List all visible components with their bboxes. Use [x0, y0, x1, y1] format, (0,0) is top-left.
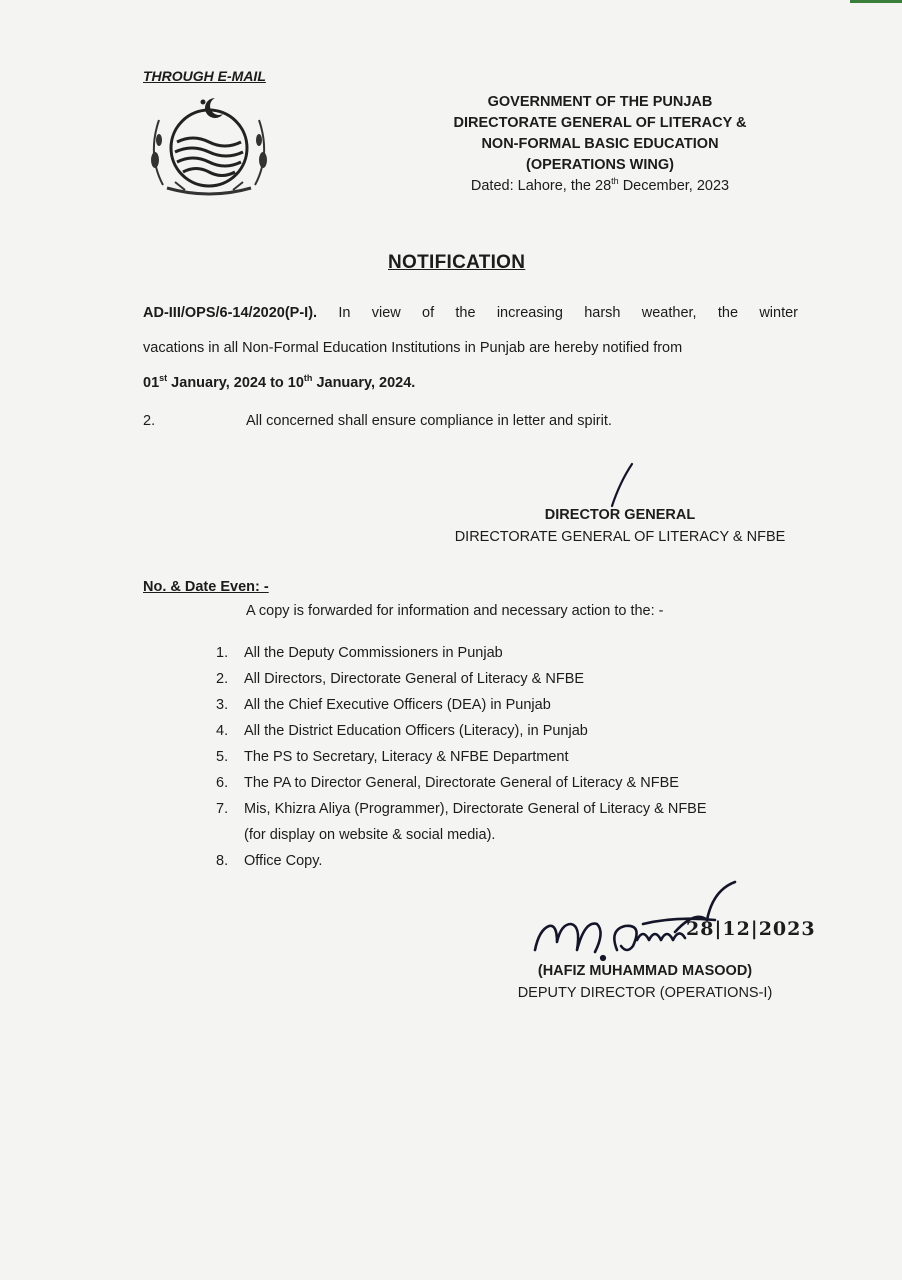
- government-header: [440, 92, 760, 197]
- from-day: 01: [143, 375, 160, 391]
- list-item-number: 7.: [216, 801, 229, 817]
- paragraph-2-text: All concerned shall ensure compliance in letter and spirit.: [246, 413, 612, 429]
- dated-prefix: Dated: Lahore, the 28: [470, 178, 612, 194]
- list-item: [216, 744, 816, 770]
- paragraph-2-number: 2.: [143, 413, 156, 429]
- signatory-name: (HAFIZ MUHAMMAD MASOOD): [537, 963, 753, 979]
- dated-line: [440, 176, 760, 197]
- list-item-number: 3.: [216, 697, 229, 713]
- list-item: [216, 692, 816, 718]
- to-rest: January, 2024.: [312, 375, 416, 391]
- list-item-text: All Directors, Directorate General of Literacy & NFBE: [244, 671, 585, 687]
- signatory-block: [480, 960, 810, 1004]
- list-item: [216, 796, 816, 822]
- header-line-1: GOVERNMENT OF THE PUNJAB: [487, 94, 713, 110]
- list-item-text: All the Chief Executive Officers (DEA) in Punjab: [244, 697, 551, 713]
- top-edge-strip: [850, 0, 902, 3]
- list-item-number: [216, 822, 244, 848]
- list-item-text: (for display on website & social media).: [244, 827, 496, 843]
- list-item-text: The PS to Secretary, Literacy & NFBE Department: [244, 749, 569, 765]
- list-item-text: Office Copy.: [244, 853, 323, 869]
- notification-title: NOTIFICATION: [388, 252, 526, 273]
- director-initial-stroke: [600, 462, 640, 508]
- distribution-list: [216, 640, 816, 874]
- notification-body: [143, 296, 798, 401]
- dated-suffix: December, 2023: [618, 178, 730, 194]
- from-rest: January, 2024 to 10: [167, 375, 304, 391]
- list-item-number: 5.: [216, 749, 229, 765]
- header-line-2: DIRECTORATE GENERAL OF LITERACY &: [453, 115, 747, 131]
- from-superscript: st: [159, 373, 168, 384]
- list-item: [216, 718, 816, 744]
- body-line-1-text: In view of the increasing harsh weather, the winter: [317, 305, 798, 321]
- signature-date: 28|12|2023: [686, 918, 816, 940]
- director-general-block: [440, 504, 800, 548]
- no-date-even-label: No. & Date Even: -: [143, 579, 269, 595]
- list-item-number: 6.: [216, 775, 229, 791]
- list-item-number: 1.: [216, 645, 229, 661]
- punjab-government-emblem-icon: [145, 90, 273, 198]
- list-item: [216, 666, 816, 692]
- signatory-designation: DEPUTY DIRECTOR (OPERATIONS-I): [517, 985, 773, 1001]
- list-item-number: 4.: [216, 723, 229, 739]
- reference-number: AD-III/OPS/6-14/2020(P-I).: [143, 305, 318, 321]
- body-line-1: [143, 296, 798, 331]
- list-item: [216, 640, 816, 666]
- header-line-3: NON-FORMAL BASIC EDUCATION: [481, 136, 719, 152]
- copy-forwarded-line: A copy is forwarded for information and necessary action to the: -: [246, 603, 664, 619]
- list-item-text: All the District Education Officers (Literacy), in Punjab: [244, 723, 588, 739]
- list-item: [216, 848, 816, 874]
- body-line-2: vacations in all Non-Formal Education Institutions in Punjab are hereby notified from: [143, 340, 683, 356]
- through-email-label: THROUGH E-MAIL: [143, 68, 266, 84]
- list-item-text: All the Deputy Commissioners in Punjab: [244, 645, 503, 661]
- header-line-4: (OPERATIONS WING): [526, 157, 674, 173]
- body-line-3: [143, 366, 798, 401]
- list-item-continuation: [216, 822, 816, 848]
- dated-superscript: th: [611, 176, 619, 187]
- to-superscript: th: [303, 373, 313, 384]
- list-item-text: Mis, Khizra Aliya (Programmer), Directorate General of Literacy & NFBE: [244, 801, 707, 817]
- list-item: [216, 770, 816, 796]
- list-item-number: 2.: [216, 671, 229, 687]
- list-item-number: 8.: [216, 853, 229, 869]
- director-general-org: DIRECTORATE GENERAL OF LITERACY & NFBE: [454, 529, 786, 545]
- director-general-title: DIRECTOR GENERAL: [544, 507, 696, 523]
- list-item-text: The PA to Director General, Directorate General of Literacy & NFBE: [244, 775, 679, 791]
